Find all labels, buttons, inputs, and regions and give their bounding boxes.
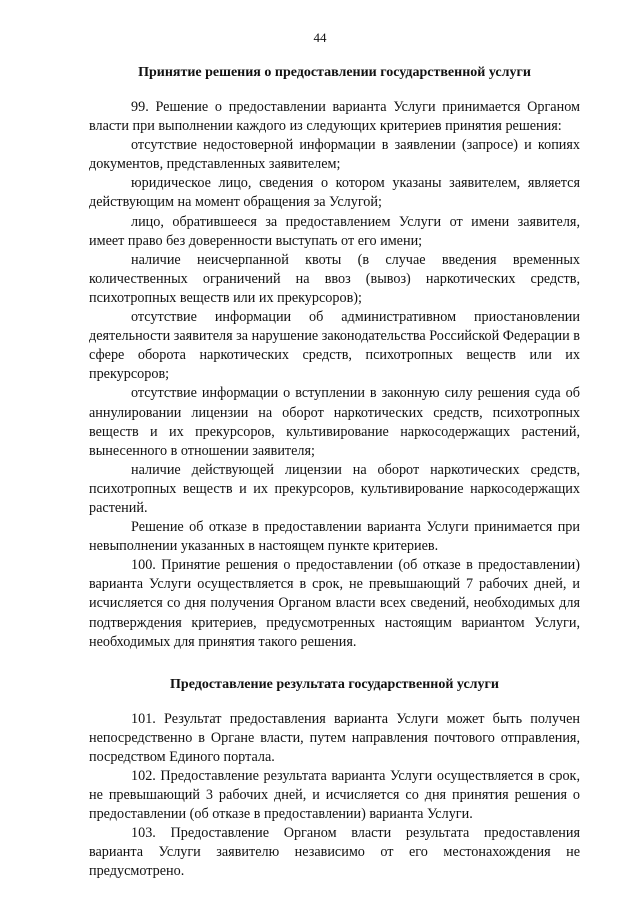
paragraph: наличие неисчерпанной квоты (в случае введения временных количественных ограничений на ввоз (вывоз) наркотических средств, психотропных веществ или их прекурсоров); — [89, 251, 580, 306]
paragraph: юридическое лицо, сведения о котором указаны заявителем, является действующим на момент обращения за Услугой; — [89, 175, 580, 211]
paragraph: отсутствие информации об административном приостановлении деятельности заявителя за нарушение законодательства Российской Федерации в сфере оборота наркотических средств, психотропных веществ или их прекурсоров; — [89, 309, 580, 383]
section-decision — [89, 98, 580, 652]
paragraph: Решение об отказе в предоставлении варианта Услуги принимается при невыполнении указанных в настоящем пункте критериев. — [89, 519, 580, 555]
paragraph: 100. Принятие решения о предоставлении (об отказе в предоставлении) варианта Услуги осуществляется в срок, не превышающий 7 рабочих дней, и исчисляется со дня получения Органом власти всех сведений, необходимых для подтверждения критериев, предусмотренных настоящим вариантом Услуги, необходимых для принятия такого решения. — [89, 557, 580, 650]
paragraph: отсутствие информации о вступлении в законную силу решения суда об аннулировании лицензии на оборот наркотических средств, психотропных веществ и их прекурсоров, культивирование наркосодержащих растений, вынесенного в отношении заявителя; — [89, 385, 580, 459]
section-heading-result: Предоставление результата государственной услуги — [170, 676, 499, 692]
paragraph: 103. Предоставление Органом власти результата предоставления варианта Услуги заявителю независимо от его местонахождения не предусмотрено. — [89, 825, 580, 880]
document-body — [89, 58, 580, 882]
paragraph: 101. Результат предоставления варианта Услуги может быть получен непосредственно в Органе власти, путем направления почтового отправления, посредством Единого портала. — [89, 710, 580, 765]
section-result — [89, 710, 580, 882]
paragraph: 99. Решение о предоставлении варианта Услуги принимается Органом власти при выполнении каждого из следующих критериев принятия решения: — [89, 99, 580, 135]
page-number: 44 — [313, 30, 327, 45]
paragraph: отсутствие недостоверной информации в заявлении (запросе) и копиях документов, представленных заявителем; — [89, 137, 580, 173]
paragraph: 102. Предоставление результата варианта Услуги осуществляется в срок, не превышающий 3 рабочих дней, и исчисляется со дня принятия решения о предоставлении (об отказе в предоставлении) варианта Услуги. — [89, 768, 580, 823]
paragraph: лицо, обратившееся за предоставлением Услуги от имени заявителя, имеет право без доверенности выступать от его имени; — [89, 213, 580, 249]
paragraph: наличие действующей лицензии на оборот наркотических средств, психотропных веществ и их прекурсоров, культивирование наркосодержащих растений. — [89, 461, 580, 516]
section-heading-decision: Принятие решения о предоставлении государственной услуги — [138, 65, 531, 80]
